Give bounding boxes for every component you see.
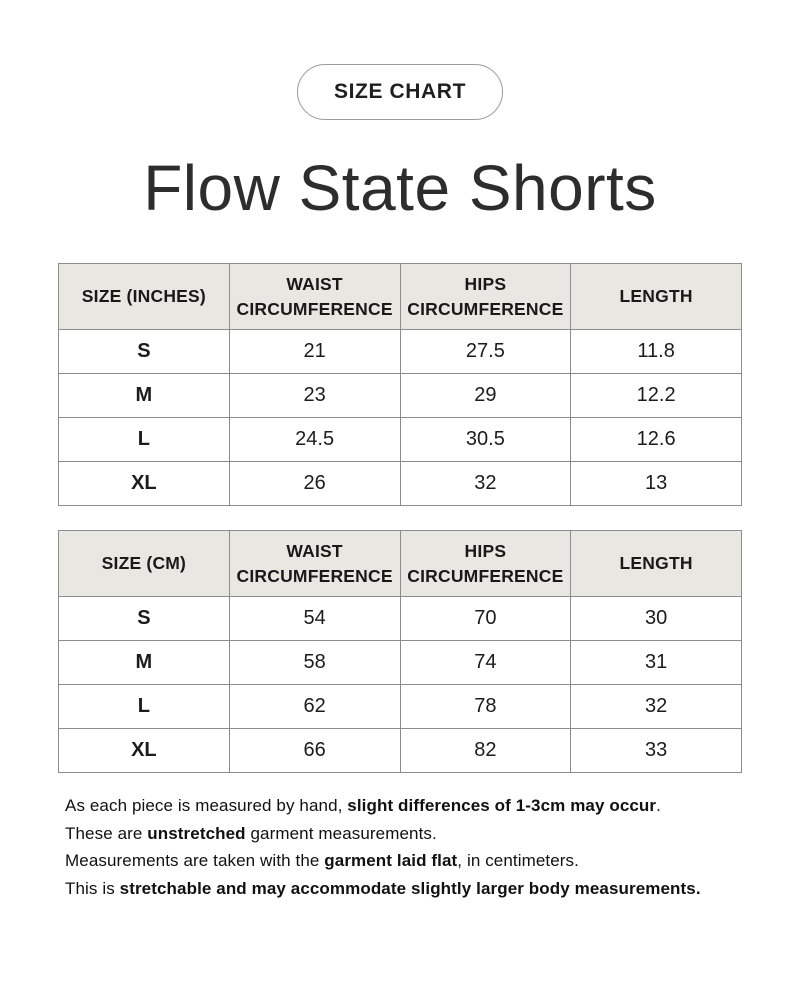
table-row [59,729,742,773]
size-cell: XL [59,729,230,773]
value-cell: 30.5 [400,418,571,462]
value-cell: 13 [571,462,742,506]
value-cell: 32 [571,685,742,729]
size-cell: S [59,597,230,641]
note-line [65,820,760,848]
size-cell: M [59,374,230,418]
value-cell: 23 [229,374,400,418]
column-header-waist: WAIST CIRCUMFERENCE [229,531,400,597]
size-cell: L [59,685,230,729]
column-header-length: LENGTH [571,531,742,597]
value-cell: 12.2 [571,374,742,418]
note-text: These are [65,823,148,843]
note-text: . [656,796,661,815]
column-header-size: SIZE (INCHES) [59,264,230,330]
value-cell: 62 [229,685,400,729]
value-cell: 70 [400,597,571,641]
column-header-hips: HIPS CIRCUMFERENCE [400,264,571,330]
column-header-size: SIZE (CM) [59,531,230,597]
value-cell: 27.5 [400,330,571,374]
value-cell: 54 [229,597,400,641]
note-text: This is [65,878,120,898]
column-header-length: LENGTH [571,264,742,330]
measurement-notes [65,792,760,902]
value-cell: 11.8 [571,330,742,374]
size-cell: L [59,418,230,462]
size-table-inches [58,263,742,506]
size-cell: XL [59,462,230,506]
value-cell: 74 [400,641,571,685]
value-cell: 82 [400,729,571,773]
table-body [59,330,742,506]
table-row [59,374,742,418]
note-text-bold: unstretched [147,823,246,843]
value-cell: 21 [229,330,400,374]
note-text-bold: slight differences of 1-3cm may occur [347,796,657,815]
note-text: As each piece is measured by hand, [65,796,348,815]
table-row [59,418,742,462]
value-cell: 12.6 [571,418,742,462]
table-row [59,641,742,685]
value-cell: 26 [229,462,400,506]
value-cell: 24.5 [229,418,400,462]
table-header-row [59,531,742,597]
note-text-bold: stretchable and may accommodate slightly larger body measurements. [119,878,701,898]
size-cell: S [59,330,230,374]
note-line [65,847,760,875]
size-cell: M [59,641,230,685]
note-line [65,792,760,820]
table-header-row [59,264,742,330]
size-chart-badge-label: SIZE CHART [334,80,466,103]
value-cell: 32 [400,462,571,506]
note-text: garment measurements. [245,823,437,843]
value-cell: 31 [571,641,742,685]
table-body [59,597,742,773]
note-line [65,875,760,903]
value-cell: 58 [229,641,400,685]
column-header-hips: HIPS CIRCUMFERENCE [400,531,571,597]
page-title: Flow State Shorts [143,152,657,224]
table-row [59,462,742,506]
value-cell: 33 [571,729,742,773]
size-chart-badge [297,64,503,120]
value-cell: 78 [400,685,571,729]
table-row [59,597,742,641]
column-header-waist: WAIST CIRCUMFERENCE [229,264,400,330]
note-text: , in centimeters. [457,851,579,870]
value-cell: 66 [229,729,400,773]
value-cell: 30 [571,597,742,641]
note-text: Measurements are taken with the [65,851,325,870]
note-text-bold: garment laid flat [324,851,458,870]
table-row [59,685,742,729]
size-table-cm [58,530,742,773]
value-cell: 29 [400,374,571,418]
table-row [59,330,742,374]
